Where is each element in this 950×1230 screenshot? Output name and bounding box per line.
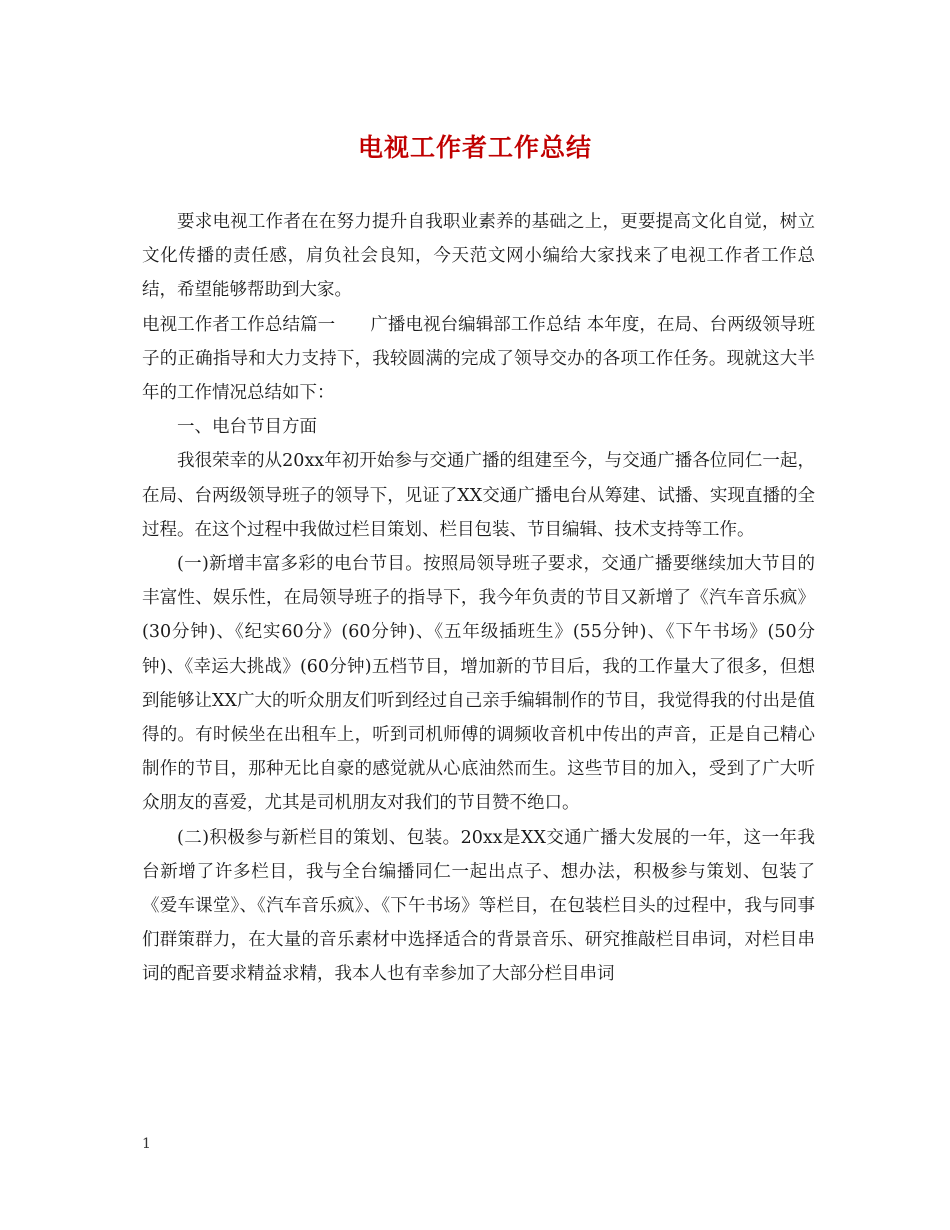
document-title: 电视工作者工作总结 [357, 133, 592, 162]
page-number: 1 [142, 1136, 151, 1152]
body-paragraph: 我很荣幸的从20xx年初开始参与交通广播的组建至今，与交通广播各位同仁一起，在局、台两级领导班子的领导下，见证了XX交通广播电台从筹建、试播、实现直播的全过程。在这个过程中我做过栏目策划、栏目包装、节目编辑、技术支持等工作。 [142, 451, 815, 540]
section-heading: 一、电台节目方面 [177, 417, 317, 438]
document-body [142, 205, 815, 992]
body-paragraph: (一)新增丰富多彩的电台节目。按照局领导班子要求，交通广播要继续加大节目的丰富性、娱乐性，在局领导班子的指导下，我今年负责的节目又新增了《汽车音乐疯》(30分钟)、《纪实60分》(60分钟)、《五年级插班生》(55分钟)、《下午书场》(50分钟)、《幸运大挑战》(60分钟)五档节目，增加新的节目后，我的工作量大了很多，但想到能够让XX广大的听众朋友们听到经过自己亲手编辑制作的节目，我觉得我的付出是值得的。有时候坐在出租车上，听到司机师傅的调频收音机中传出的声音，正是自己精心制作的节目，那种无比自豪的感觉就从心底油然而生。这些节目的加入，受到了广大听众朋友的喜爱，尤其是司机朋友对我们的节目赞不绝口。 [142, 554, 815, 814]
section-intro-paragraph: 电视工作者工作总结篇一 广播电视台编辑部工作总结 本年度，在局、台两级领导班子的正确指导和大力支持下，我较圆满的完成了领导交办的各项工作任务。现就这大半年的工作情况总结如下： [142, 314, 815, 404]
intro-paragraph: 要求电视工作者在在努力提升自我职业素养的基础之上，更要提高文化自觉，树立文化传播的责任感，肩负社会良知，今天范文网小编给大家找来了电视工作者工作总结，希望能够帮助到大家。 [142, 212, 815, 301]
body-paragraph: (二)积极参与新栏目的策划、包装。20xx是XX交通广播大发展的一年，这一年我台新增了许多栏目，我与全台编播同仁一起出点子、想办法，积极参与策划、包装了《爱车课堂》、《汽车音乐疯》、《下午书场》等栏目，在包装栏目头的过程中，我与同事们群策群力，在大量的音乐素材中选择适合的背景音乐、研究推敲栏目串词，对栏目串词的配音要求精益求精，我本人也有幸参加了大部分栏目串词 [142, 827, 815, 985]
